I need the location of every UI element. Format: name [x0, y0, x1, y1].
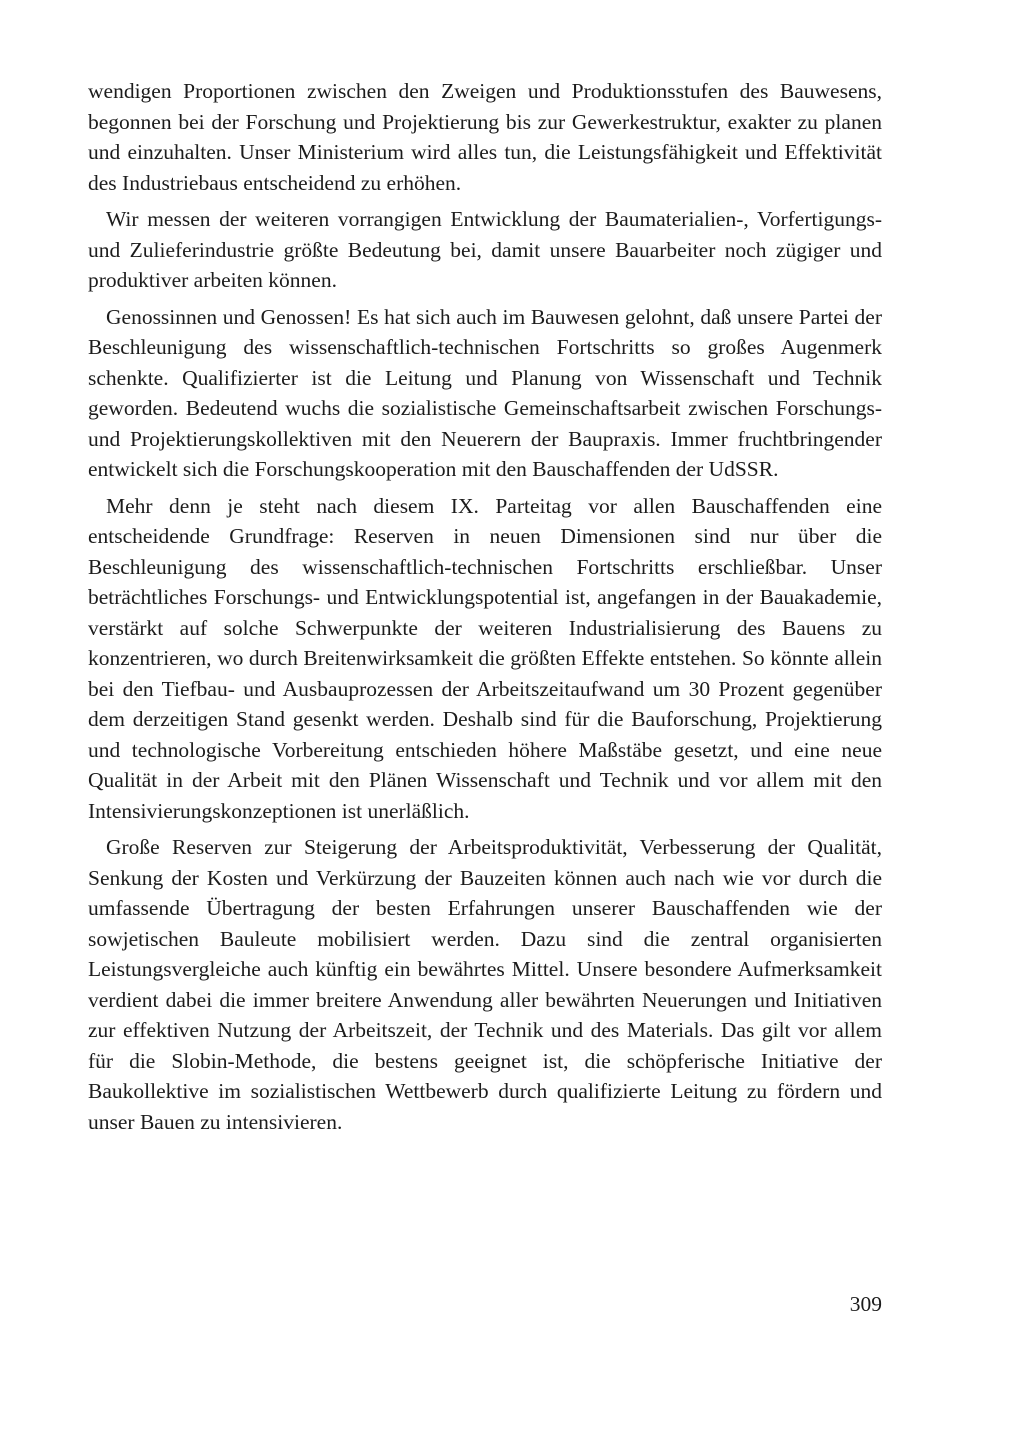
- page-number: 309: [849, 1292, 882, 1316]
- paragraph: Genossinnen und Genossen! Es hat sich auch im Bauwesen gelohnt, daß unsere Partei der Beschleunigung des wissenschaftlich-technischen Fortschritts so großes Augenmerk schenkte. Qualifizierter ist die Leitung und Planung von Wissenschaft und Technik geworden. Bedeutend wuchs die sozialistische Gemeinschaftsarbeit zwischen Forschungs- und Projektierungskollektiven mit den Neuerern der Baupraxis. Immer fruchtbringender entwickelt sich die Forschungskooperation mit den Bauschaffenden der UdSSR.: [88, 304, 882, 481]
- paragraph: Große Reserven zur Steigerung der Arbeitsproduktivität, Verbesserung der Qualität, Senkung der Kosten und Verkürzung der Bauzeiten können auch nach wie vor durch die umfassende Übertragung der besten Erfahrungen unserer Bauschaffenden wie der sowjetischen Bauleute mobilisiert werden. Dazu sind die zentral organisierten Leistungsvergleiche auch künftig ein bewährtes Mittel. Unsere besondere Aufmerksamkeit verdient dabei die immer breitere Anwendung aller bewährten Neuerungen und Initiativen zur effektiven Nutzung der Arbeitszeit, der Technik und des Materials. Das gilt vor allem für die Slobin-Methode, die bestens geeignet ist, die schöpferische Initiative der Baukollektive im sozialistischen Wettbewerb durch qualifizierte Leitung zu fördern und unser Bauen zu intensivieren.: [88, 835, 882, 1134]
- page-body: [88, 76, 882, 1143]
- paragraph: Mehr denn je steht nach diesem IX. Parteitag vor allen Bauschaffenden eine entscheidende Grundfrage: Reserven in neuen Dimensionen sind nur über die Beschleunigung des wissenschaftlich-technischen Fortschritts erschließbar. Unser beträchtliches Forschungs- und Entwicklungspotential ist, angefangen in der Bauakademie, verstärkt auf solche Schwerpunkte der weiteren Industrialisierung des Bauens zu konzentrieren, wo durch Breitenwirksamkeit die größten Effekte entstehen. So könnte allein bei den Tiefbau- und Ausbauprozessen der Arbeitszeitaufwand um 30 Prozent gegenüber dem derzeitigen Stand gesenkt werden. Deshalb sind für die Bauforschung, Projektierung und technologische Vorbereitung entschieden höhere Maßstäbe gesetzt, und eine neue Qualität in der Arbeit mit den Plänen Wissenschaft und Technik und vor allem mit den Intensivierungskonzeptionen ist unerläßlich.: [88, 493, 882, 823]
- paragraph: Wir messen der weiteren vorrangigen Entwicklung der Baumaterialien-, Vorfertigungs- und Zulieferindustrie größte Bedeutung bei, damit unsere Bauarbeiter noch zügiger und produktiver arbeiten können.: [88, 207, 882, 292]
- paragraph-continued: wendigen Proportionen zwischen den Zweigen und Produktionsstufen des Bauwesens, begonnen bei der Forschung und Projektierung bis zur Gewerkestruktur, exakter zu planen und einzuhalten. Unser Ministerium wird alles tun, die Leistungsfähigkeit und Effektivität des Industriebaus entscheidend zu erhöhen.: [88, 79, 882, 195]
